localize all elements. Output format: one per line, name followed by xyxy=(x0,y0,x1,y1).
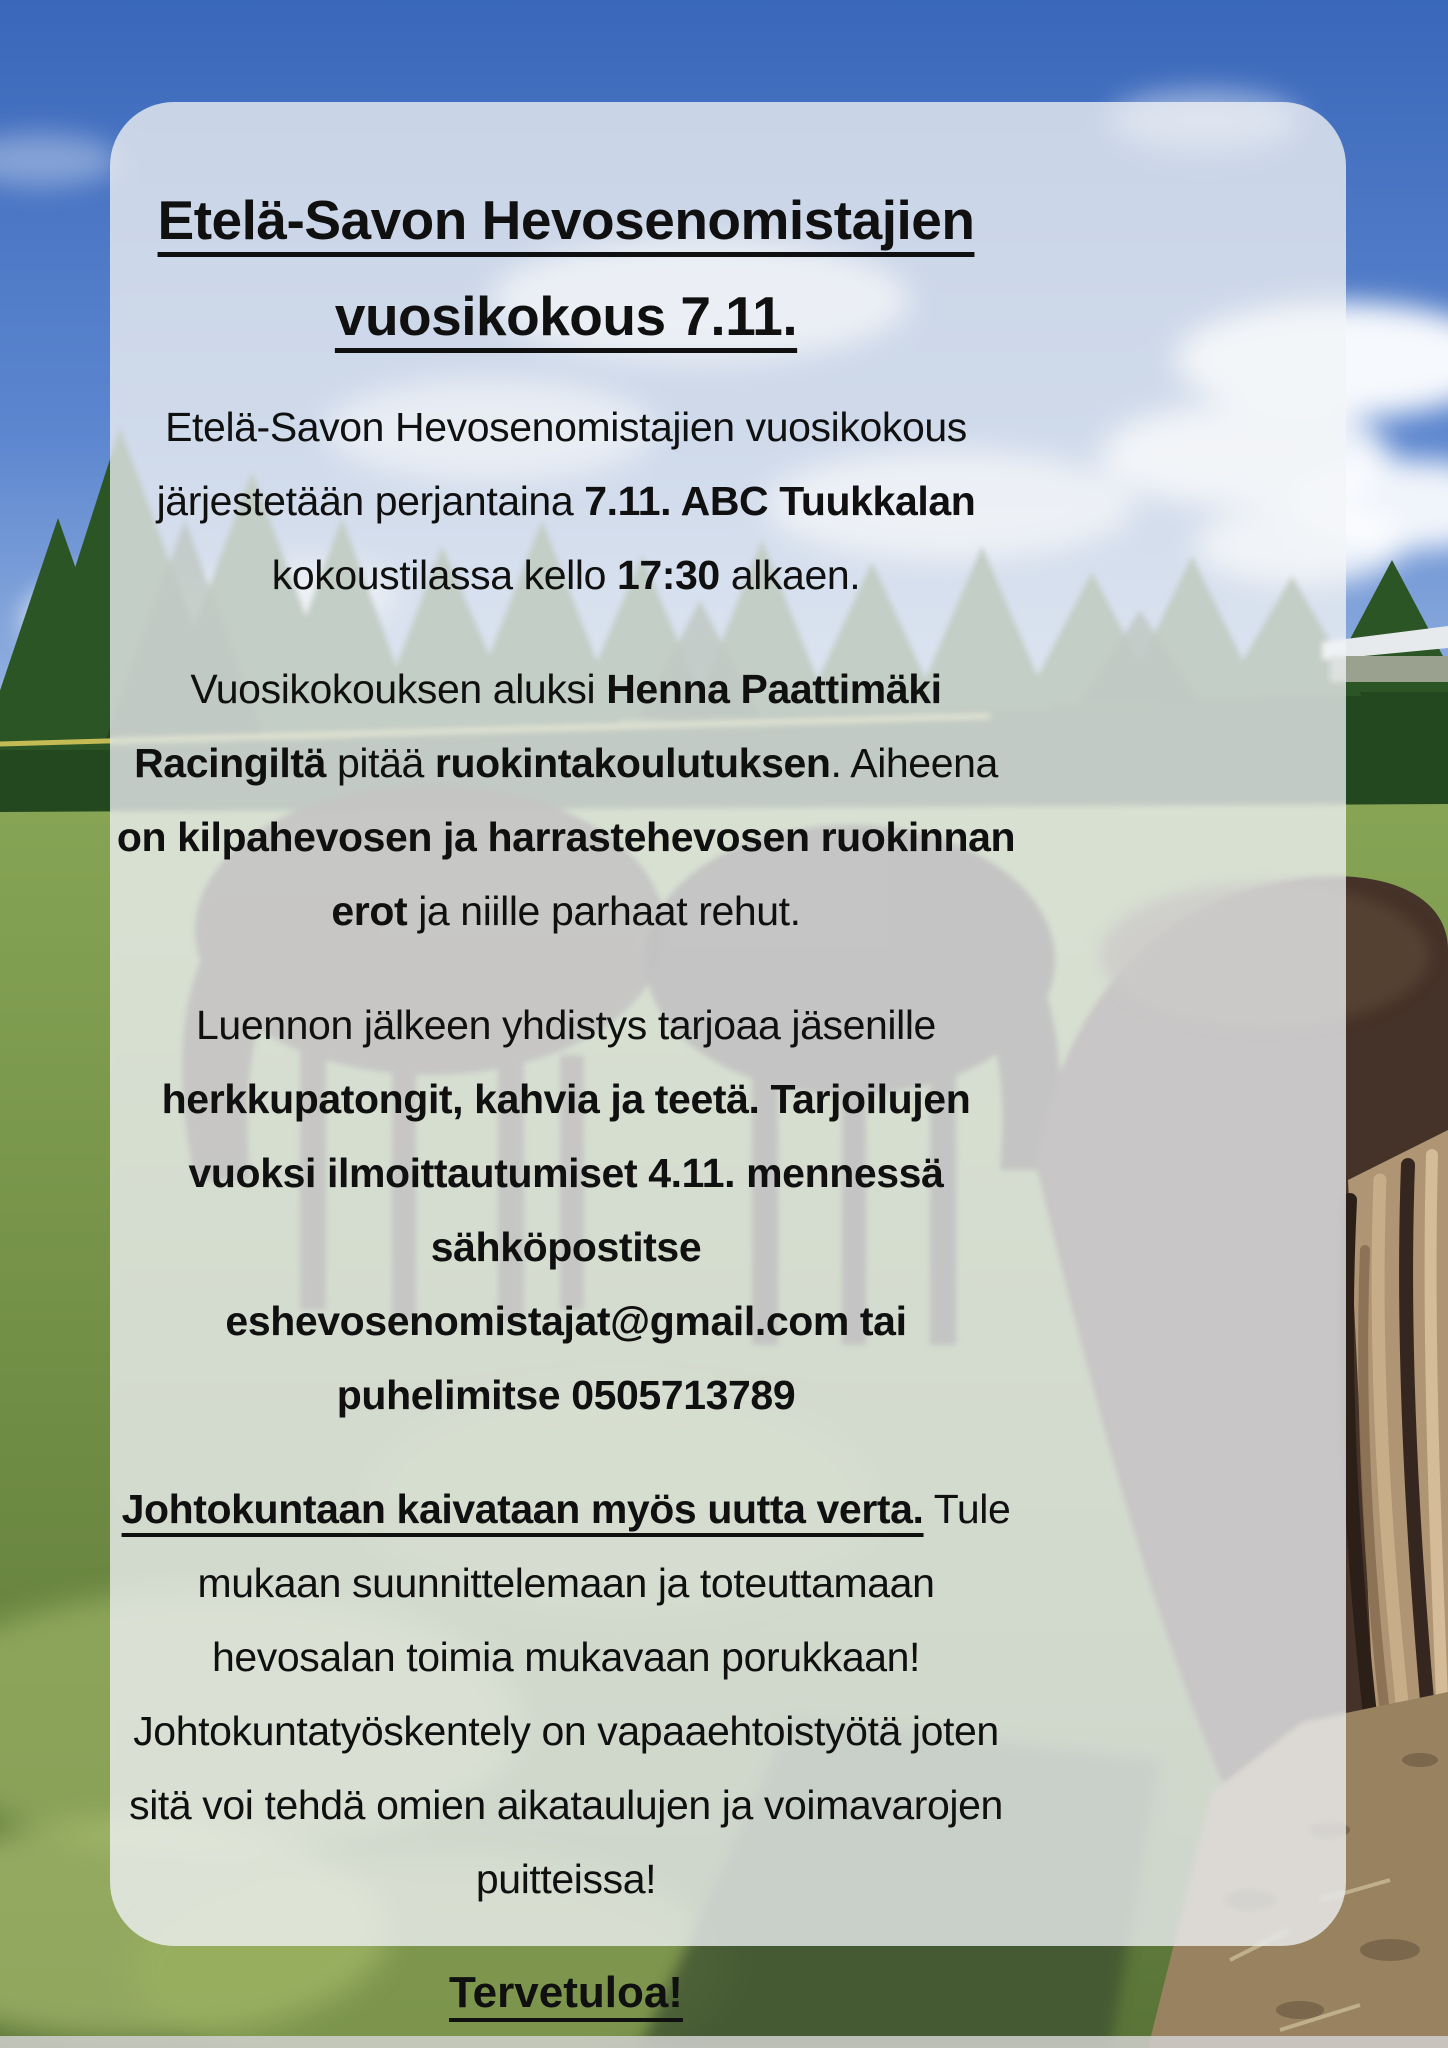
text-segment: Etelä-Savon Hevosenomistajien vuosikokous järjestetään perjantaina xyxy=(156,404,967,524)
photo-bottom-strip xyxy=(0,2036,1448,2048)
text-segment-bold: 7.11. ABC Tuukkalan xyxy=(584,478,976,524)
catering-registration-paragraph xyxy=(116,988,1016,1432)
board-recruitment-paragraph xyxy=(116,1472,1016,1916)
text-segment: . Aiheena xyxy=(830,740,998,786)
text-segment-bold-underlined: Johtokuntaan kaivataan myös uutta verta. xyxy=(121,1486,924,1532)
text-segment: Tule mukaan suunnittelemaan ja toteuttamaan hevosalan toimia mukavaan porukkaan! Johtokuntatyöskentely on vapaaehtoistyötä joten sitä voi tehdä omien aikataulujen ja voimavarojen puitteissa! xyxy=(129,1486,1011,1902)
meeting-info-paragraph xyxy=(116,390,1016,612)
text-segment-bold: on kilpahevosen ja harrastehevosen ruokinnan erot xyxy=(116,814,1016,934)
poster-text xyxy=(116,172,1016,2030)
text-segment-bold: herkkupatongit, kahvia ja teetä. Tarjoilujen vuoksi ilmoittautumiset 4.11. mennessä sähköpostitse eshevosenomistajat@gmail.com tai puhelimitse 0505713789 xyxy=(161,1076,971,1418)
text-segment: Vuosikokouksen aluksi xyxy=(190,666,607,712)
text-segment-bold: ruokintakoulutuksen xyxy=(434,740,831,786)
lecture-paragraph xyxy=(116,652,1016,948)
text-segment: pitää xyxy=(326,740,435,786)
text-segment-bold: 17:30 xyxy=(616,552,720,598)
text-segment-bold: Henna Paattimäki Racingiltä xyxy=(134,666,942,786)
poster-title: Etelä-Savon Hevosenomistajien vuosikokous 7.11. xyxy=(157,189,975,347)
closing-greeting: Tervetuloa! xyxy=(449,1968,683,2017)
text-segment: kokoustilassa kello xyxy=(271,552,617,598)
text-segment: ja niille parhaat rehut. xyxy=(407,888,801,934)
text-segment: Luennon jälkeen yhdistys tarjoaa jäsenille xyxy=(196,1002,936,1048)
text-segment: alkaen. xyxy=(719,552,861,598)
